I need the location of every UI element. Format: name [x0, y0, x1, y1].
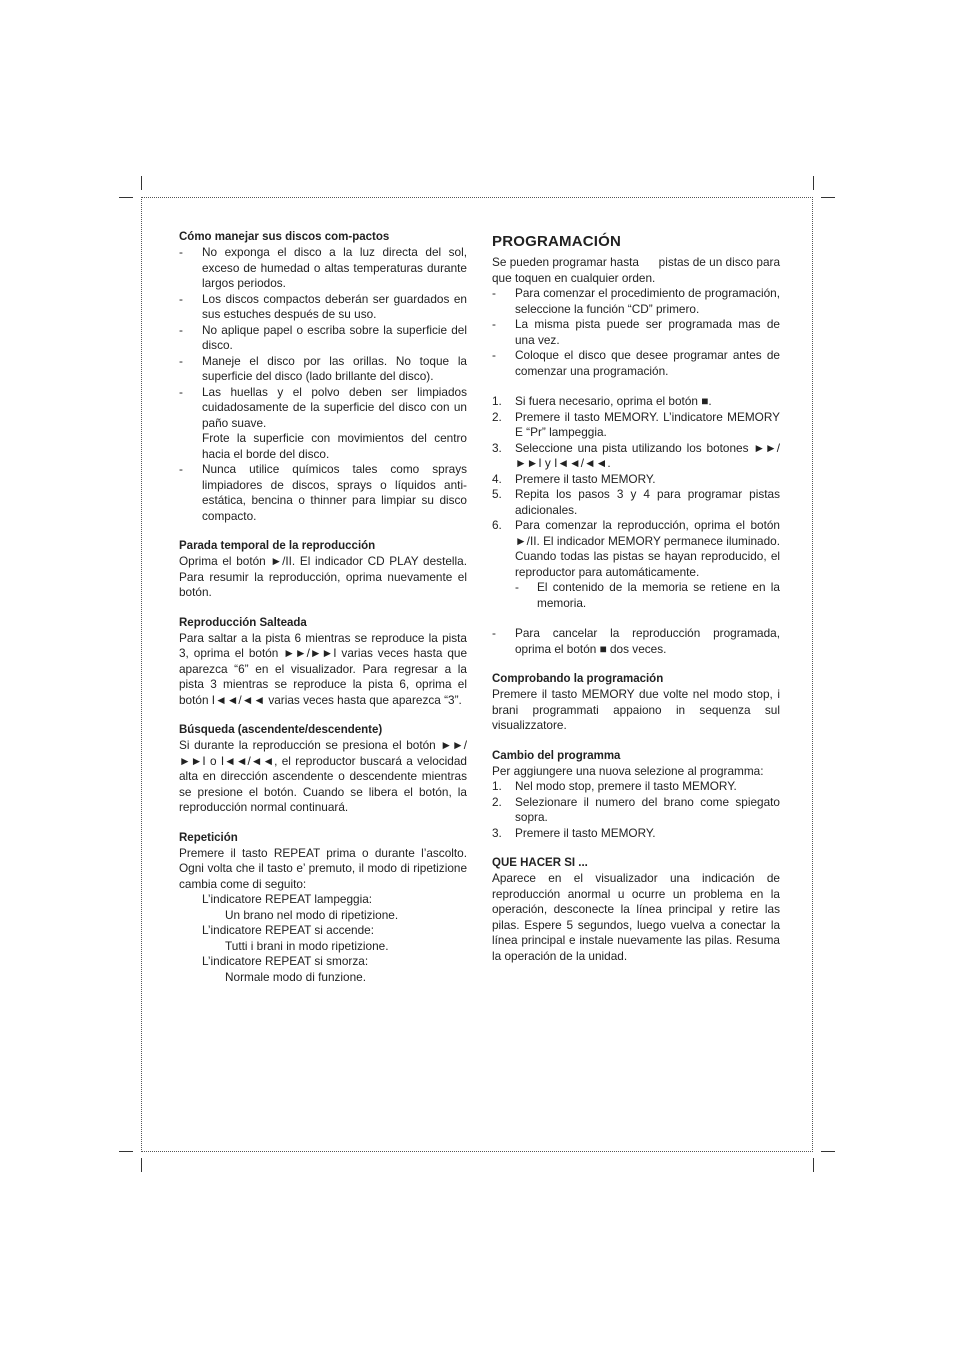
- list-item: - Las huellas y el polvo deben ser limpiados cuidadosamente de la superficie del disco con un paño suave.: [179, 384, 467, 430]
- pause-section: [179, 539, 467, 601]
- skip-body: Para saltar a la pista 6 mientras se reproduce la pista 3, oprima el botón ►►/►►I varias veces hasta que aparezca “6” en el visualizador. Para regresar a la pista 3 mientras se reproduce la pista 6, oprima el botón I◄◄/◄◄ varias veces hasta que aparezca “3”.: [179, 630, 467, 707]
- care-section: [179, 230, 467, 524]
- repeat-title: Repetición: [179, 831, 238, 844]
- crop-mark: [813, 176, 814, 190]
- list-item: - Para comenzar el procedimiento de programación, seleccione la función “CD” primero.: [492, 286, 780, 316]
- check-title: Comprobando la programación: [492, 673, 664, 685]
- crop-mark: [141, 176, 142, 190]
- right-column: [492, 232, 784, 979]
- search-section: [179, 723, 467, 816]
- skip-title: Reproducción Salteada: [179, 616, 307, 629]
- list-item: - Para cancelar la reproducción programada, oprima el botón ■ dos veces.: [492, 626, 780, 656]
- search-title: Búsqueda (ascendente/descendente): [179, 724, 383, 736]
- repeat-mode-1-desc: Un brano nel modo di ripetizione.: [225, 907, 399, 922]
- list-item: - No exponga el disco a la luz directa del sol, exceso de humedad o altas temperaturas durante largos periodos.: [179, 245, 467, 290]
- list-item: 1. Nel modo stop, premere il tasto MEMORY.: [492, 779, 737, 793]
- check-section: [492, 672, 780, 734]
- repeat-mode-3: L’indicatore REPEAT si smorza:: [202, 954, 369, 968]
- list-item: - El contenido de la memoria se retiene en la memoria.: [515, 580, 780, 610]
- list-item: - Maneje el disco por las orillas. No toque la superficie del disco (lado brillante del disco).: [179, 353, 467, 383]
- crop-mark: [821, 1151, 835, 1152]
- crop-mark: [119, 1151, 133, 1152]
- programming-steps: [492, 394, 780, 580]
- repeat-section: [179, 831, 467, 986]
- care-list: [179, 245, 467, 431]
- care-title: Cómo manejar sus discos com-pactos: [179, 231, 390, 243]
- trouble-section: [492, 856, 780, 964]
- skip-section: [179, 616, 467, 709]
- list-item: 5. Repita los pasos 3 y 4 para programar pistas adicionales.: [492, 487, 780, 517]
- check-body: Premere il tasto MEMORY due volte nel modo stop, i brani programmati appaiono in sequenza sul visualizzatore.: [492, 687, 780, 732]
- crop-mark: [141, 1158, 142, 1172]
- list-item: - Los discos compactos deberán ser guardados en sus estuches después de su uso.: [179, 291, 467, 321]
- left-column: [179, 230, 467, 1000]
- repeat-mode-2-desc: Tutti i brani in modo ripetizione.: [225, 938, 389, 953]
- repeat-mode-2: L’indicatore REPEAT si accende:: [202, 923, 375, 937]
- pause-title: Parada temporal de la reproducción: [179, 540, 376, 552]
- change-body: Per aggiungere una nuova selezione al programma:: [492, 763, 764, 778]
- list-item: 3. Premere il tasto MEMORY.: [492, 825, 656, 840]
- change-section: [492, 749, 780, 842]
- list-item: 6. Para comenzar la reproducción, oprima el botón ►/II. El indicador MEMORY permanece iluminado. Cuando todas las pistas se hayan reproducido, el reproductor para automáticamente.: [492, 518, 780, 579]
- programming-intro: Se pueden programar hasta pistas de un disco para que toquen en cualquier orden.: [492, 255, 784, 285]
- list-item: 3. Seleccione una pista utilizando los botones ►►/►►I y I◄◄/◄◄.: [492, 440, 780, 470]
- repeat-body: Premere il tasto REPEAT prima o durante l’ascolto. Ogni volta che il tasto e’ premuto, il modo di ripetizione cambia come di seguito:: [179, 845, 467, 891]
- care-extra: Frote la superficie con movimientos del centro hacia el borde del disco.: [202, 431, 467, 461]
- repeat-mode-3-desc: Normale modo di funzione.: [225, 969, 366, 984]
- crop-mark: [813, 1158, 814, 1172]
- trouble-title: QUE HACER SI ...: [492, 857, 588, 869]
- list-item: - La misma pista puede ser programada mas de una vez.: [492, 317, 780, 347]
- crop-mark: [821, 197, 835, 198]
- list-item: 1. Si fuera necesario, oprima el botón ■.: [492, 394, 712, 408]
- list-item: - Nunca utilice químicos tales como sprays limpiadores de discos, sprays o líquidos anti-estática, bencina o thinner para limpiar su disco compacto.: [179, 462, 467, 523]
- repeat-mode-1: L’indicatore REPEAT lampeggia:: [202, 892, 373, 906]
- programming-notes: [492, 286, 780, 379]
- pause-body: Oprima el botón ►/II. El indicador CD PLAY destella. Para resumir la reproducción, oprima nuevamente el botón.: [179, 554, 467, 599]
- list-item: - Coloque el disco que desee programar antes de comenzar una programación.: [492, 348, 780, 378]
- list-item: 2. Selezionare il numero del brano come spiegato sopra.: [492, 794, 780, 824]
- list-item: 2. Premere il tasto MEMORY. L’indicatore MEMORY E “Pr” lampeggia.: [492, 409, 780, 439]
- crop-mark: [119, 197, 133, 198]
- programming-title: PROGRAMACIÓN: [492, 233, 622, 250]
- list-item: 4. Premere il tasto MEMORY.: [492, 471, 656, 486]
- programming-section: [492, 232, 784, 657]
- trouble-body: Aparece en el visualizador una indicación de reproducción anormal u ocurre un problema en la operación, desconecte la línea principal y retire las pilas. Espere 5 segundos, luego vuelva a conectar la línea principal e instale nuevamente las pilas. Resuma la operación de la unidad.: [492, 871, 780, 963]
- list-item: - No aplique papel o escriba sobre la superficie del disco.: [179, 322, 467, 352]
- change-title: Cambio del programma: [492, 749, 621, 762]
- search-body: Si durante la reproducción se presiona el botón ►►/►►I o I◄◄/◄◄, el reproductor buscará a velocidad alta en dirección ascendente o descendente mientras se presione el botón. Cuando se libera el botón, la reproducción normal continuará.: [179, 738, 467, 814]
